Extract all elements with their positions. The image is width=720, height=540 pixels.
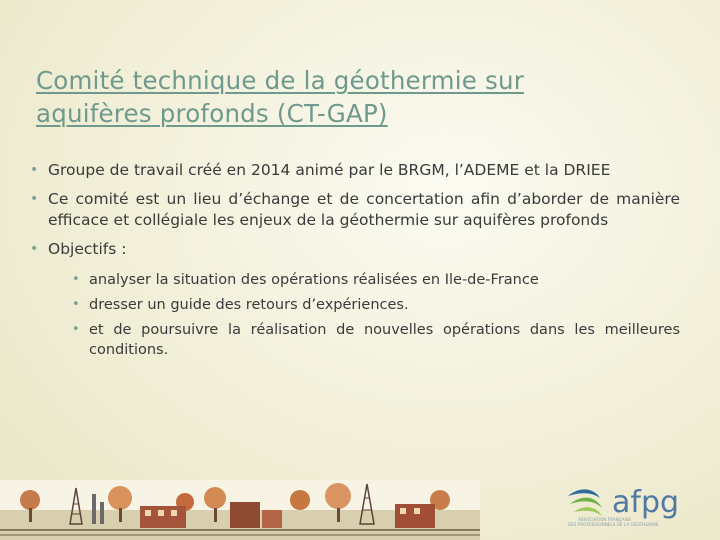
bullet-icon: • bbox=[30, 162, 39, 178]
afpg-swoosh-icon bbox=[568, 489, 602, 516]
bullet-text: Objectifs : bbox=[48, 240, 127, 258]
bullet-icon: • bbox=[30, 241, 39, 257]
sub-bullet-item bbox=[72, 295, 680, 315]
slide-title bbox=[36, 64, 656, 130]
bullet-icon: • bbox=[72, 322, 80, 337]
bullet-list bbox=[30, 160, 680, 360]
logo-tagline-line-1: ASSOCIATION FRANÇAISE bbox=[578, 517, 632, 522]
bullet-item bbox=[30, 160, 680, 181]
logo-word: afpg bbox=[612, 485, 680, 520]
bullet-text: Groupe de travail créé en 2014 animé par le BRGM, l’ADEME et la DRIEE bbox=[48, 161, 611, 179]
slide-title-line-1: Comité technique de la géothermie sur bbox=[36, 66, 524, 95]
sub-bullet-item bbox=[72, 320, 680, 360]
sub-bullet-list bbox=[48, 270, 680, 360]
sub-bullet-text: et de poursuivre la réalisation de nouvelles opérations dans les meilleures conditions. bbox=[89, 322, 680, 358]
landscape-illustration bbox=[0, 480, 480, 540]
bullet-icon: • bbox=[72, 272, 80, 287]
bullet-item bbox=[30, 239, 680, 360]
slide-title-line-2: aquifères profonds (CT-GAP) bbox=[36, 99, 388, 128]
bullet-text: Ce comité est un lieu d’échange et de concertation afin d’aborder de manière efficace et collégiale les enjeux de la géothermie sur aquifères profonds bbox=[48, 190, 680, 229]
bullet-item bbox=[30, 189, 680, 231]
afpg-logo bbox=[560, 482, 710, 528]
sub-bullet-item bbox=[72, 270, 680, 290]
logo-tagline-line-2: DES PROFESSIONNELS DE LA GÉOTHERMIE bbox=[568, 522, 659, 527]
sub-bullet-text: dresser un guide des retours d’expériences. bbox=[89, 297, 409, 313]
bullet-icon: • bbox=[30, 191, 39, 207]
sub-bullet-text: analyser la situation des opérations réalisées en Ile-de-France bbox=[89, 272, 539, 288]
bullet-icon: • bbox=[72, 297, 80, 312]
